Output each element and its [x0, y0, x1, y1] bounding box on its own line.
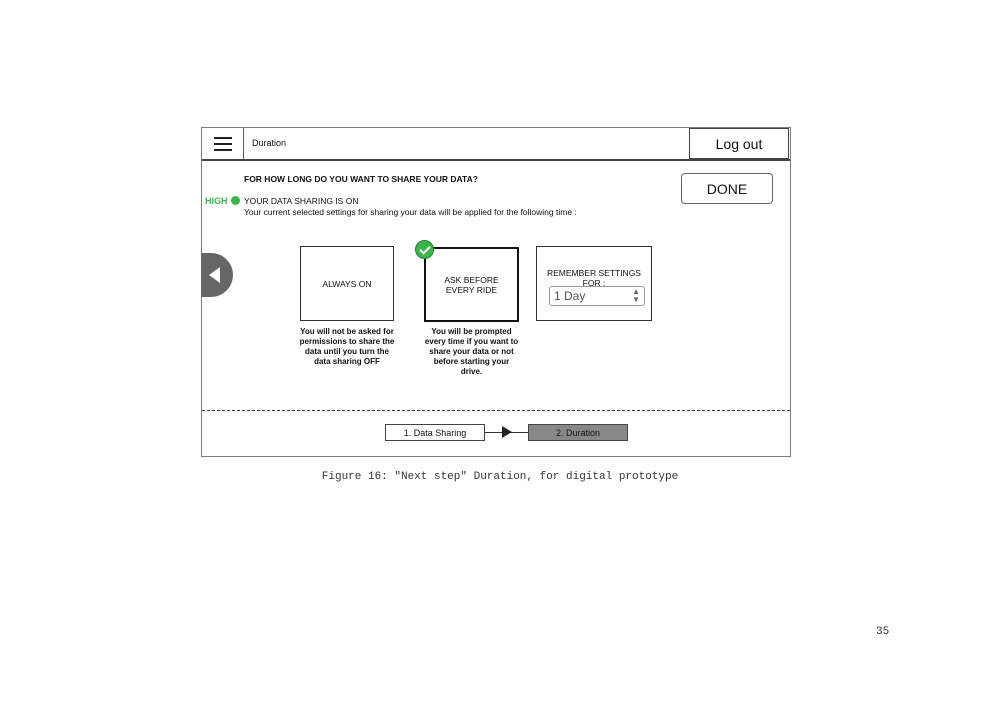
option-note: You will not be asked for permissions to share the data until you turn the data sharing OFF [299, 327, 395, 366]
option-label: ALWAYS ON [322, 278, 372, 289]
logout-button[interactable]: Log out [689, 128, 789, 159]
step-data-sharing[interactable]: 1. Data Sharing [385, 424, 485, 441]
prototype-frame [201, 127, 791, 457]
menu-icon[interactable] [202, 128, 244, 159]
option-ask-before-every-ride[interactable] [424, 247, 519, 322]
description-text: Your current selected settings for sharing your data will be applied for the following time : [244, 207, 577, 217]
page-title: Duration [252, 138, 287, 148]
question-heading: FOR HOW LONG DO YOU WANT TO SHARE YOUR DATA? [244, 174, 478, 184]
arrow-right-icon [502, 426, 512, 438]
status-dot-icon [231, 196, 240, 205]
option-always-on[interactable] [300, 246, 394, 321]
chevron-up-down-icon: ▲ ▼ [632, 287, 640, 304]
figure-caption: Figure 16: "Next step" Duration, for digital prototype [321, 471, 679, 483]
option-remember-settings[interactable] [536, 246, 652, 321]
back-arrow-icon[interactable] [201, 253, 233, 297]
top-bar [202, 128, 790, 161]
option-note: You will be prompted every time if you want to share your data or not before starting your drive. [424, 327, 519, 376]
status-text: YOUR DATA SHARING IS ON [244, 196, 359, 206]
page-number: 35 [876, 626, 890, 638]
option-label: REMEMBER SETTINGS FOR : [547, 268, 641, 288]
duration-select[interactable]: 1 Day ▲ ▼ [549, 286, 645, 306]
done-button[interactable]: DONE [681, 173, 773, 204]
selected-check-icon [415, 240, 434, 259]
step-duration[interactable]: 2. Duration [528, 424, 628, 441]
divider [202, 410, 790, 411]
option-label: ASK BEFORE EVERY RIDE [444, 274, 499, 295]
privacy-level-label: HIGH [205, 196, 228, 206]
